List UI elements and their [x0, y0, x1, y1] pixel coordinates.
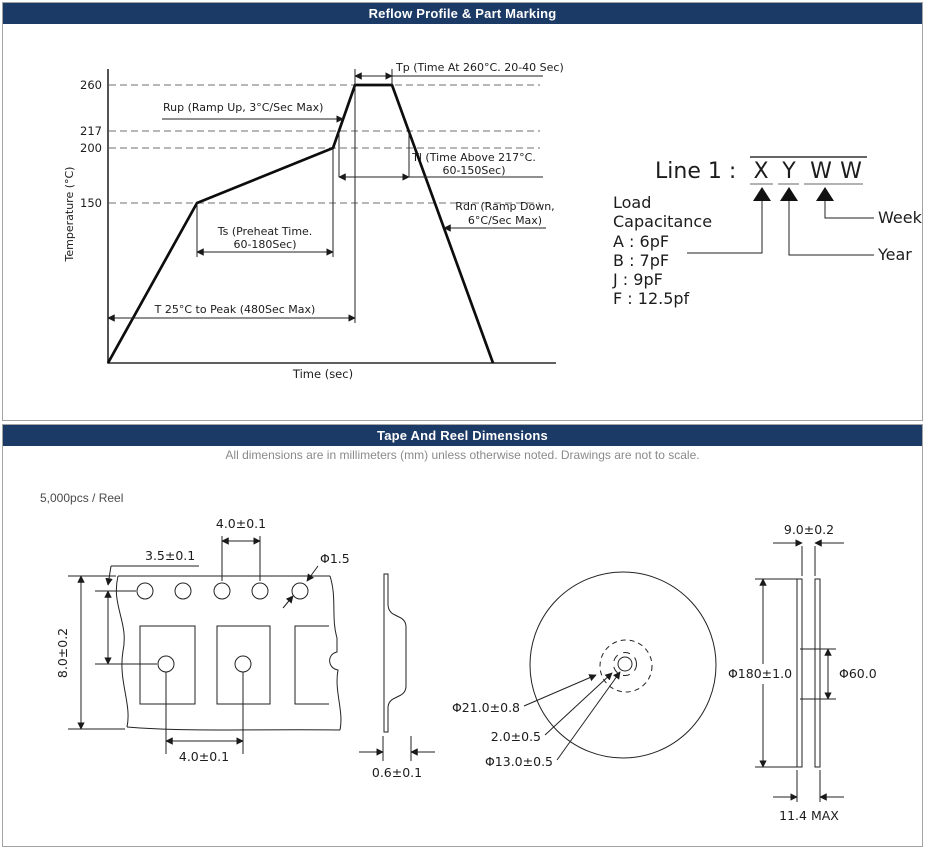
- ytick-200: 200: [80, 141, 102, 155]
- annotation-rup: [162, 101, 343, 119]
- legend-line-capacitance: Capacitance: [613, 212, 713, 231]
- reel-side-view: [728, 522, 877, 823]
- pointer-arrow-ww: [816, 187, 834, 201]
- week-label: Week: [878, 208, 922, 227]
- leader-year: [789, 201, 874, 255]
- dim-hub-dia: [800, 649, 877, 699]
- reel-left-flange: [797, 579, 802, 767]
- dim-outer-dia: [728, 579, 797, 767]
- annotation-tp: [355, 61, 564, 323]
- tape-width-label: 8.0±0.2: [55, 627, 70, 679]
- sprocket-hole-4: [252, 583, 268, 599]
- reel-arbor-hole: [618, 657, 632, 671]
- sprocket-hole-dia-label: Φ1.5: [320, 551, 350, 566]
- outer-dia-label: Φ180±1.0: [727, 666, 793, 681]
- rdn-label-line2: 6°C/Sec Max): [467, 214, 543, 227]
- annotation-rdn: [444, 200, 555, 228]
- t25-label: T 25°C to Peak (480Sec Max): [154, 303, 316, 316]
- x-axis-label: Time (sec): [292, 367, 354, 381]
- rdn-label-line1: Rdn (Ramp Down,: [455, 200, 555, 213]
- sprocket-hole-5: [292, 583, 308, 599]
- dim-hub-detail: [452, 672, 620, 769]
- leader-week: [825, 201, 874, 218]
- tl-label-line1: Tl (Time Above 217°C.: [412, 151, 536, 164]
- sprocket-hole-1: [137, 583, 153, 599]
- reflow-profile-chart: [63, 61, 564, 381]
- part-marking-diagram: [612, 157, 922, 308]
- legend-line-a: A : 6pF: [613, 232, 670, 251]
- dim-tape-width: [55, 576, 125, 729]
- y-axis-label: Temperature (°C): [63, 166, 76, 262]
- dim-flange-gap: [773, 522, 844, 576]
- reel-right-flange: [815, 579, 820, 767]
- carrier-tape-drawing: [55, 516, 350, 764]
- legend-line-b: B : 7pF: [613, 251, 670, 270]
- annotation-t25-to-peak: [108, 303, 355, 318]
- dim-tape-thickness: [359, 736, 435, 780]
- ts-label-line1: Ts (Preheat Time.: [217, 225, 313, 238]
- tp-label: Tp (Time At 260°C. 20-40 Sec): [396, 61, 564, 74]
- reflow-profile-and-marking-figure: [3, 24, 922, 418]
- reflow-section-title: Reflow Profile & Part Marking: [368, 6, 557, 21]
- pocket-3: [295, 626, 329, 704]
- pocket-2-center-hole: [235, 656, 251, 672]
- tape-and-reel-drawings: [3, 446, 922, 844]
- pocket-pitch-label: 4.0±0.1: [178, 749, 230, 764]
- tape-reel-section-title: Tape And Reel Dimensions: [377, 428, 548, 443]
- reel-front-view: [452, 572, 716, 769]
- pocket-1-center-hole: [158, 656, 174, 672]
- tape-cross-section-outline: [384, 574, 406, 732]
- pocket-1: [140, 626, 195, 704]
- hub-dia-label: Φ60.0: [839, 666, 877, 681]
- reflow-temperature-curve: [108, 85, 493, 363]
- tape-reel-section-content: [3, 446, 922, 844]
- overall-width-label: 11.4 MAX: [779, 808, 839, 823]
- reel-arbor-notched-ring: [614, 653, 637, 676]
- legend-line-load: Load: [613, 193, 652, 212]
- tape-side-profile: [359, 574, 435, 780]
- key-slot-label: 2.0±0.5: [490, 729, 541, 744]
- reel-quantity: 5,000pcs / Reel: [40, 491, 124, 505]
- edge-to-pocket-label: 3.5±0.1: [145, 548, 196, 563]
- sprocket-pitch-label: 4.0±0.1: [215, 516, 267, 531]
- year-label: Year: [878, 245, 912, 264]
- reflow-section-header: [3, 3, 922, 24]
- dimensions-note: All dimensions are in millimeters (mm) unless otherwise noted. Drawings are not to scale.: [225, 448, 700, 462]
- tape-thickness-label: 0.6±0.1: [371, 765, 423, 780]
- tape-bottom-edge: [127, 727, 340, 730]
- rup-label: Rup (Ramp Up, 3°C/Sec Max): [163, 101, 324, 114]
- ytick-260: 260: [80, 78, 102, 92]
- sprocket-hole-3: [214, 583, 230, 599]
- reflow-section: [2, 2, 923, 421]
- tl-label-line2: 60-150Sec): [442, 164, 506, 177]
- tape-reel-section-header: [3, 425, 922, 446]
- marking-char-x: X: [753, 159, 769, 184]
- pointer-arrow-x: [753, 187, 771, 201]
- arbor-hole-dia-label: Φ13.0±0.5: [484, 754, 553, 769]
- hub-detail-dia-label: Φ21.0±0.8: [451, 700, 520, 715]
- tape-reel-section: [2, 424, 923, 847]
- tape-left-tear-edge: [116, 576, 128, 727]
- reel-hub-dashed-circle: [600, 640, 652, 692]
- marking-char-w2: W: [840, 159, 862, 184]
- reflow-section-content: [3, 24, 922, 418]
- dim-sprocket-hole-dia: [283, 551, 350, 608]
- dim-sprocket-pitch: [216, 516, 266, 581]
- dim-pocket-pitch: [166, 672, 243, 764]
- dim-overall-width: [773, 770, 844, 823]
- annotation-tl: [339, 132, 543, 177]
- ytick-150: 150: [80, 196, 102, 210]
- flange-gap-label: 9.0±0.2: [783, 522, 835, 537]
- legend-line-j: J : 9pF: [613, 270, 663, 289]
- reel-outer-circle: [530, 572, 716, 758]
- ytick-217: 217: [80, 124, 102, 138]
- legend-line-f: F : 12.5pf: [613, 289, 690, 308]
- pointer-arrow-y: [780, 187, 798, 201]
- marking-line1-label: Line 1 :: [655, 159, 737, 184]
- marking-char-w1: W: [810, 159, 832, 184]
- sprocket-hole-2: [175, 583, 191, 599]
- tape-right-tear-edge: [330, 576, 341, 730]
- ts-label-line2: 60-180Sec): [233, 238, 297, 251]
- marking-char-y: Y: [782, 159, 796, 184]
- dim-edge-to-pocket: [95, 548, 199, 664]
